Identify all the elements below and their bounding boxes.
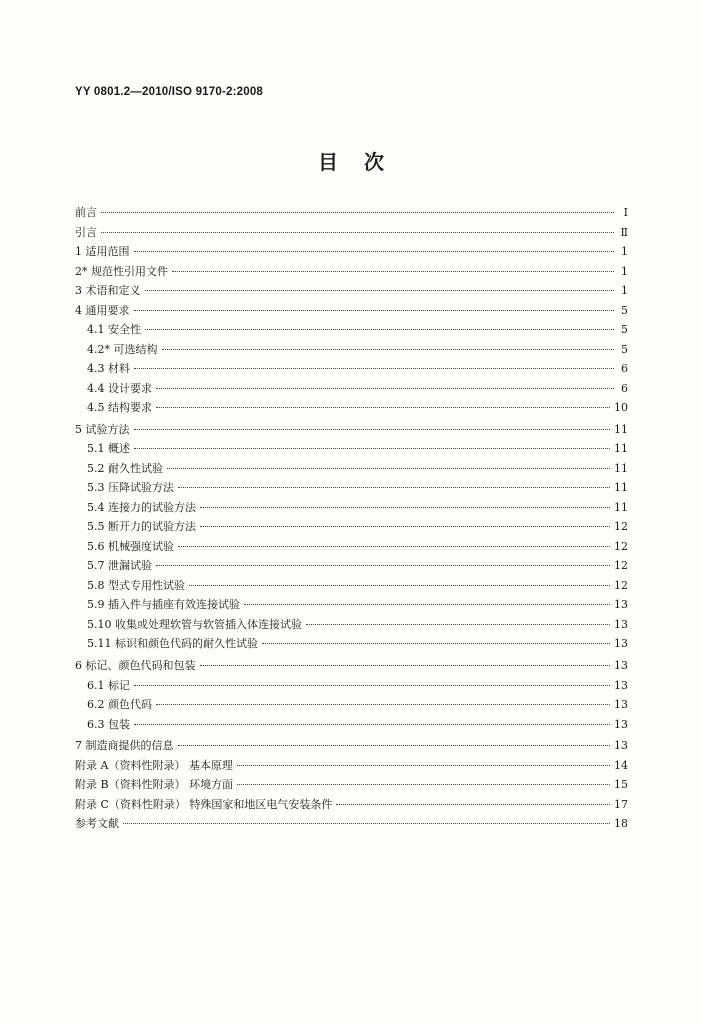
- toc-entry: [75, 557, 628, 577]
- toc-entry-label: 1 适用范围: [75, 245, 130, 258]
- toc-entry-page: Ⅱ: [620, 225, 628, 239]
- toc-entry-page: 11: [614, 442, 628, 456]
- toc-entry-label: 5.8 型式专用性试验: [87, 578, 185, 592]
- toc-entry: [75, 282, 628, 302]
- toc-entry-label: 附录 B（资料性附录） 环境方面: [75, 778, 234, 792]
- toc-entry-label: 5.4 连接力的试验方法: [87, 500, 196, 514]
- toc-entry: [75, 538, 628, 558]
- toc-entry-page: 13: [614, 598, 628, 612]
- toc-entry-label: 6.2 颜色代码: [87, 698, 152, 712]
- toc-entry-page: 1: [621, 245, 628, 258]
- toc-entry-page: 12: [614, 578, 628, 592]
- toc-entry: [75, 263, 628, 283]
- toc-entry: [75, 224, 628, 244]
- toc-entry-label: 4.1 安全性: [87, 323, 141, 336]
- toc-dot-leader: [156, 387, 614, 389]
- toc-entry: [75, 577, 628, 597]
- toc-entry: [75, 479, 628, 499]
- toc-entry-page: 5: [621, 323, 628, 336]
- toc-dot-leader: [134, 428, 611, 430]
- toc-entry-label: 3 术语和定义: [75, 284, 141, 297]
- toc-entry-page: 15: [614, 778, 628, 792]
- toc-entry: [75, 776, 628, 796]
- toc-entry-page: 6: [621, 362, 628, 375]
- toc-dot-leader: [178, 744, 611, 746]
- toc-entry-page: 11: [614, 461, 628, 475]
- toc-entry-page: 13: [614, 659, 628, 673]
- toc-entry-label: 2* 规范性引用文件: [75, 264, 168, 278]
- toc-entry-page: 11: [614, 500, 628, 514]
- standard-code: YY 0801.2—2010/ISO 9170-2:2008: [75, 86, 264, 98]
- toc-dot-leader: [134, 367, 614, 369]
- toc-entry-label: 4.2* 可选结构: [87, 342, 158, 356]
- toc-entry-label: 6.3 包装: [87, 717, 130, 731]
- toc-entry-page: 13: [614, 617, 628, 631]
- toc-entry-page: 12: [614, 539, 628, 553]
- toc-entry-page: 17: [614, 797, 628, 811]
- toc-dot-leader: [134, 250, 615, 252]
- toc-entry-page: 13: [614, 637, 628, 651]
- toc-entry-page: 5: [621, 303, 628, 317]
- toc-dot-leader: [134, 447, 610, 449]
- toc-entry: [75, 616, 628, 636]
- toc-entry-label: 4.5 结构要求: [87, 401, 152, 414]
- toc-entry-label: 5.5 断开力的试验方法: [87, 520, 196, 534]
- toc-entry: [75, 635, 628, 655]
- toc-dot-leader: [237, 764, 610, 766]
- toc-entry: [75, 204, 628, 224]
- toc-dot-leader: [200, 525, 610, 527]
- toc-dot-leader: [145, 328, 614, 330]
- toc-entry: [75, 399, 628, 419]
- toc-dot-leader: [200, 506, 610, 508]
- toc-dot-leader: [156, 564, 610, 566]
- toc-entry-label: 5.3 压降试验方法: [87, 481, 174, 495]
- toc-entry-label: 5.7 泄漏试验: [87, 559, 152, 573]
- toc-entry-page: 12: [614, 520, 628, 534]
- page-title: 目次: [318, 150, 410, 174]
- toc-entry-label: 5.1 概述: [87, 442, 130, 456]
- toc-entry-page: 14: [614, 758, 628, 772]
- toc-entry-label: 5.9 插入件与插座有效连接试验: [87, 598, 240, 612]
- toc-dot-leader: [101, 231, 614, 233]
- toc-entry-label: 附录 C（资料性附录） 特殊国家和地区电气安装条件: [75, 797, 333, 811]
- toc-entry: [75, 460, 628, 480]
- toc-entry-label: 6 标记、颜色代码和包装: [75, 659, 196, 673]
- toc-dot-leader: [262, 642, 610, 644]
- toc-entry-page: 13: [614, 698, 628, 712]
- toc-dot-leader: [101, 211, 614, 213]
- toc-dot-leader: [172, 270, 614, 272]
- toc-entry-label: 5.6 机械强度试验: [87, 539, 174, 553]
- toc-entry: [75, 796, 628, 816]
- toc-entry-label: 附录 A（资料性附录） 基本原理: [75, 758, 233, 772]
- toc-entry: [75, 243, 628, 263]
- toc-entry: [75, 321, 628, 341]
- toc-entry-page: 6: [621, 381, 628, 395]
- toc-entry: [75, 440, 628, 460]
- toc-entry-label: 5.11 标识和颜色代码的耐久性试验: [87, 637, 258, 651]
- toc-entry-label: 引言: [75, 225, 97, 239]
- toc-dot-leader: [134, 723, 610, 725]
- toc-entry: [75, 499, 628, 519]
- toc-dot-leader: [123, 822, 610, 824]
- toc-entry: [75, 696, 628, 716]
- toc-dot-leader: [134, 309, 615, 311]
- toc-dot-leader: [237, 783, 610, 785]
- toc-entry-page: 13: [614, 739, 628, 753]
- toc-entry: [75, 757, 628, 777]
- toc-entry-label: 6.1 标记: [87, 678, 130, 692]
- toc-dot-leader: [156, 406, 610, 408]
- toc-entry-label: 前言: [75, 206, 97, 219]
- toc-entry-page: Ⅰ: [623, 206, 628, 219]
- toc-entry: [75, 815, 628, 835]
- toc-entry: [75, 737, 628, 757]
- toc-entry: [75, 716, 628, 736]
- toc-entry-label: 5.2 耐久性试验: [87, 461, 163, 475]
- toc-dot-leader: [167, 467, 610, 469]
- toc-entry-label: 参考文献: [75, 817, 119, 831]
- toc-entry-page: 1: [621, 284, 628, 297]
- toc-dot-leader: [336, 803, 610, 805]
- toc-entry: [75, 421, 628, 441]
- toc-entry: [75, 341, 628, 361]
- toc-dot-leader: [178, 486, 610, 488]
- toc-entry-page: 11: [614, 422, 628, 436]
- toc-dot-leader: [178, 545, 610, 547]
- toc-entry: [75, 596, 628, 616]
- toc-entry-label: 7 制造商提供的信息: [75, 739, 174, 753]
- toc-entry: [75, 302, 628, 322]
- toc-entry: [75, 677, 628, 697]
- toc-dot-leader: [162, 348, 615, 350]
- toc-entry-page: 5: [621, 342, 628, 356]
- table-of-contents: [75, 204, 628, 835]
- toc-entry: [75, 380, 628, 400]
- toc-dot-leader: [200, 664, 611, 666]
- toc-dot-leader: [244, 603, 610, 605]
- toc-entry: [75, 360, 628, 380]
- toc-dot-leader: [306, 623, 610, 625]
- toc-dot-leader: [156, 703, 610, 705]
- toc-entry-label: 4 通用要求: [75, 303, 130, 317]
- toc-entry-page: 13: [614, 717, 628, 731]
- toc-entry-page: 12: [614, 559, 628, 573]
- toc-entry-page: 18: [614, 817, 628, 831]
- toc-entry-label: 5 试验方法: [75, 422, 130, 436]
- toc-entry-label: 5.10 收集或处理软管与软管插入体连接试验: [87, 617, 302, 631]
- toc-entry-page: 13: [614, 678, 628, 692]
- toc-dot-leader: [134, 684, 610, 686]
- toc-entry-page: 10: [614, 401, 628, 414]
- toc-entry: [75, 657, 628, 677]
- toc-entry-label: 4.3 材料: [87, 362, 130, 375]
- toc-dot-leader: [145, 289, 615, 291]
- toc-entry: [75, 518, 628, 538]
- toc-entry-label: 4.4 设计要求: [87, 381, 152, 395]
- toc-dot-leader: [189, 584, 610, 586]
- toc-entry-page: 11: [614, 481, 628, 495]
- toc-entry-page: 1: [621, 264, 628, 278]
